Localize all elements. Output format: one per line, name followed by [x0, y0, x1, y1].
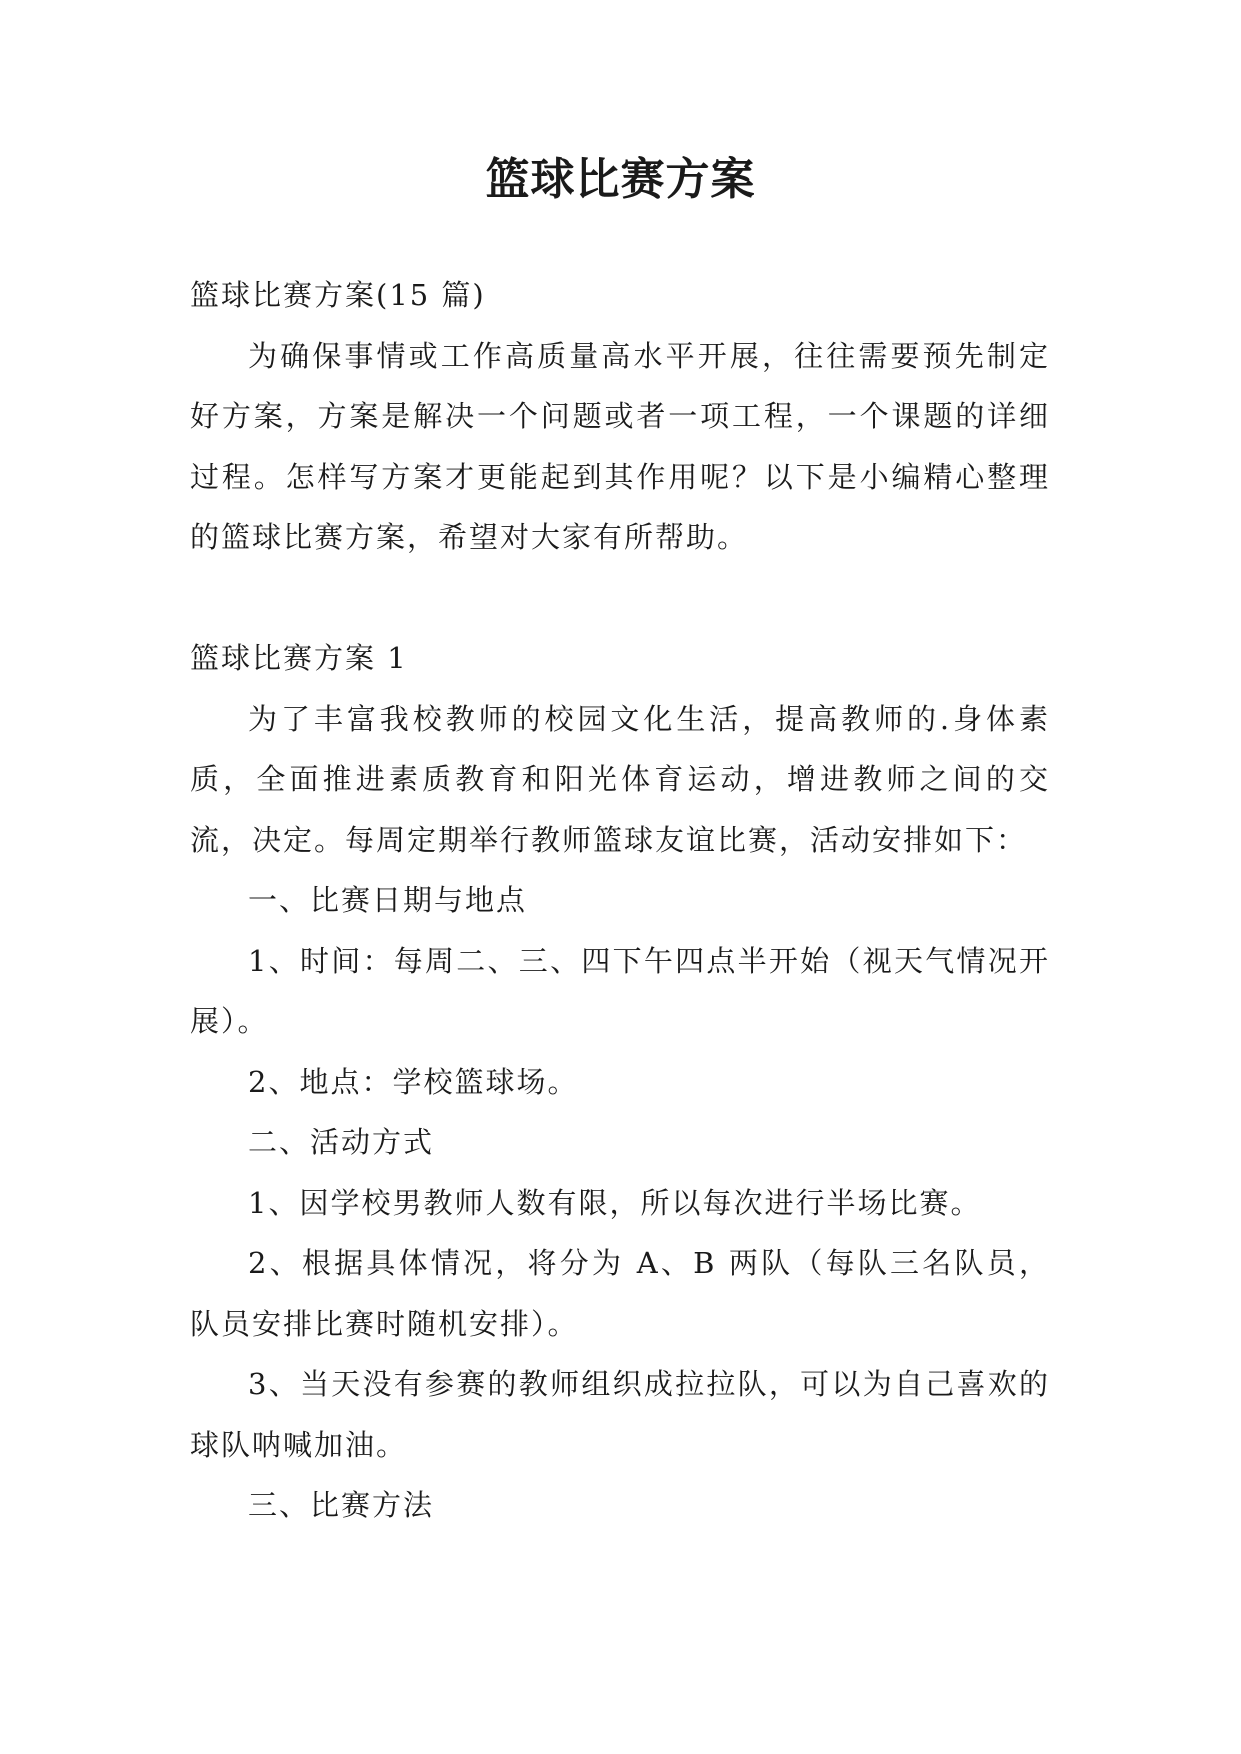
list-item: 1、因学校男教师人数有限，所以每次进行半场比赛。: [248, 1185, 982, 1220]
list-item: 3、当天没有参赛的教师组织成拉拉队，可以为自己喜欢的球队呐喊加油。: [190, 1367, 1050, 1462]
document-title: 篮球比赛方案: [485, 154, 756, 205]
subsection-heading: 二、活动方式: [248, 1125, 435, 1159]
document-body: [190, 265, 1050, 1536]
list-item: 1、时间：每周二、三、四下午四点半开始（视天气情况开展）。: [190, 943, 1050, 1038]
section-heading: 篮球比赛方案(15 篇): [190, 278, 486, 312]
section-heading: 篮球比赛方案 1: [190, 641, 408, 675]
subsection-heading: 一、比赛日期与地点: [248, 883, 528, 917]
list-item: 2、地点：学校篮球场。: [248, 1064, 579, 1099]
list-item: 2、根据具体情况，将分为 A、B 两队（每队三名队员，队员安排比赛时随机安排）。: [190, 1246, 1050, 1341]
intro-paragraph: 为确保事情或工作高质量高水平开展，往往需要预先制定好方案，方案是解决一个问题或者一项工程，一个课题的详细过程。怎样写方案才更能起到其作用呢？以下是小编精心整理的篮球比赛方案，希望对大家有所帮助。: [190, 338, 1050, 554]
body-paragraph: 为了丰富我校教师的校园文化生活，提高教师的.身体素质，全面推进素质教育和阳光体育运动，增进教师之间的交流，决定。每周定期举行教师篮球友谊比赛，活动安排如下：: [190, 701, 1050, 857]
blank-line: [190, 568, 1050, 629]
subsection-heading: 三、比赛方法: [248, 1488, 435, 1522]
